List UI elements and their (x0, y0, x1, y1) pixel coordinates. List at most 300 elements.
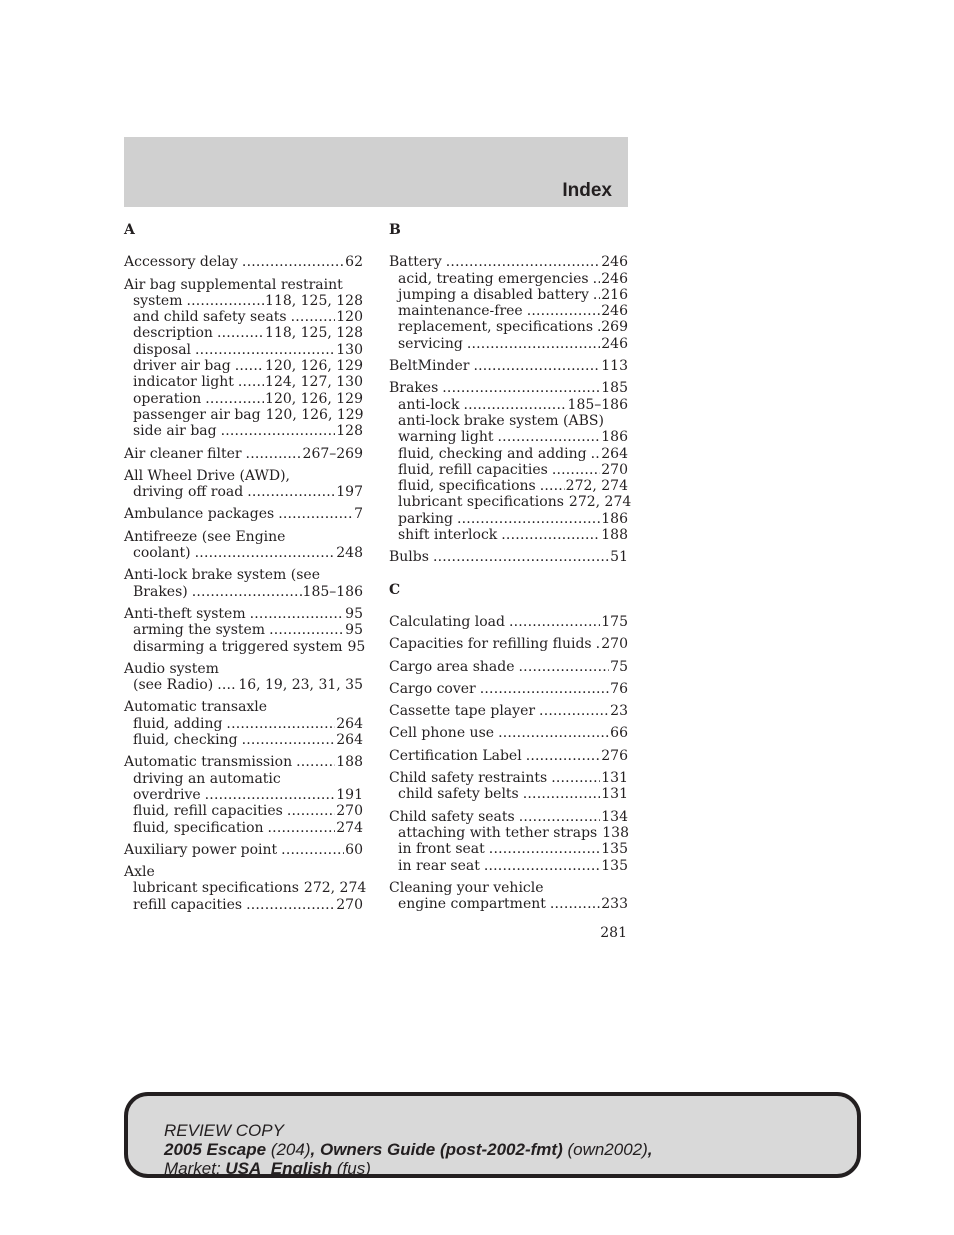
index-term-text: Cargo area shade (389, 658, 515, 675)
dot-leader (457, 511, 600, 527)
index-term-text: disarming a triggered system (133, 638, 343, 655)
index-subentry (389, 896, 628, 912)
index-subentry (124, 309, 363, 325)
dot-leader (221, 423, 336, 439)
index-entry (389, 703, 628, 719)
dot-leader (539, 703, 609, 719)
index-term-text: Air bag supplemental restraint (124, 276, 343, 293)
index-term (389, 549, 628, 565)
index-entry (389, 254, 628, 352)
index-term-text: Brakes (389, 380, 439, 397)
dot-leader (480, 681, 609, 697)
index-term (389, 681, 628, 697)
index-term (124, 606, 363, 622)
index-column-right (389, 222, 632, 918)
index-term (124, 529, 363, 545)
index-page-ref: 216 (601, 286, 628, 303)
index-subentry (124, 732, 363, 748)
dot-leader (205, 391, 264, 407)
index-page-ref: 272, 274 (568, 494, 632, 511)
dot-leader (247, 484, 335, 500)
index-page-ref: 270 (601, 636, 628, 653)
index-subentry (124, 325, 363, 341)
index-page-ref: 269 (601, 319, 628, 336)
index-page-ref: 75 (610, 658, 628, 675)
index-subentry (124, 787, 363, 803)
index-subentry (124, 677, 363, 693)
index-page-ref: 95 (345, 622, 363, 639)
footer-sep: , (647, 1140, 653, 1159)
footer-model-code: (204) (266, 1140, 311, 1159)
index-term-text: disposal (133, 341, 192, 358)
dot-leader (593, 271, 601, 287)
index-subentry (389, 287, 628, 303)
index-term-text: Anti-lock brake system (see (124, 567, 320, 584)
index-term-text: arming the system (133, 622, 266, 639)
dot-leader (217, 325, 264, 341)
index-entry (124, 842, 363, 858)
index-term-text: All Wheel Drive (AWD), (124, 467, 290, 484)
index-entry (124, 605, 366, 655)
index-entry (124, 661, 363, 694)
index-term-text: Child safety seats (389, 808, 515, 825)
index-term-text: Automatic transaxle (124, 699, 268, 716)
index-page-ref: 118, 125, 128 (265, 325, 363, 342)
index-entry (124, 754, 363, 835)
index-term-text: fluid, refill capacities (133, 803, 283, 820)
footer-guide: Owners Guide (post-2002-fmt) (319, 1140, 563, 1159)
index-term (389, 809, 628, 825)
index-page-ref: 272, 274 (565, 478, 628, 495)
index-subentry (124, 423, 363, 439)
index-page-ref: 270 (336, 896, 363, 913)
index-term-text: Anti-theft system (124, 605, 246, 622)
index-subentry (389, 303, 628, 319)
index-term-text: Calculating load (389, 613, 505, 630)
index-page-ref: 267–269 (302, 445, 363, 462)
index-page-ref: 76 (610, 680, 628, 697)
index-subentry (389, 858, 628, 874)
index-title: Index (562, 180, 612, 201)
index-term (124, 468, 363, 484)
section-letter-c: C (389, 581, 401, 598)
index-term (124, 506, 363, 522)
dot-leader (591, 446, 601, 462)
index-entry (389, 809, 628, 874)
section-letter-a: A (124, 222, 135, 238)
index-header-bar (124, 137, 628, 207)
dot-leader (278, 506, 353, 522)
index-term (389, 880, 628, 896)
dot-leader (186, 293, 264, 309)
index-entry (389, 725, 628, 741)
dot-leader (250, 606, 345, 622)
index-term-text: lubricant specifications (398, 494, 564, 511)
index-term-text: Bulbs (389, 549, 429, 566)
index-subentry (124, 293, 363, 309)
footer-model: 2005 Escape (164, 1140, 267, 1159)
dot-leader (446, 254, 600, 270)
index-subentry (124, 407, 363, 423)
index-page-ref: 23 (610, 703, 628, 720)
dot-leader (498, 725, 609, 741)
dot-leader (527, 303, 601, 319)
dot-leader (509, 614, 600, 630)
index-page-ref: 270 (601, 461, 628, 478)
index-subentry (389, 527, 628, 543)
index-entry (124, 254, 363, 270)
index-page-ref: 272, 274 (303, 880, 367, 897)
dot-leader (540, 478, 565, 494)
index-term-text: fluid, adding (133, 715, 223, 732)
dot-leader (552, 462, 600, 478)
index-page-ref: 246 (601, 335, 628, 352)
index-term-text: driving off road (133, 484, 244, 501)
dot-leader (597, 319, 600, 335)
index-term-text: fluid, specification (133, 819, 264, 836)
index-term-text: (see Radio) (133, 677, 214, 694)
index-term-text: Cassette tape player (389, 703, 536, 720)
dot-leader (442, 380, 600, 396)
index-subentry (124, 820, 363, 836)
index-term (124, 254, 363, 270)
index-page-ref: 95 (345, 605, 363, 622)
index-term-text: Cargo cover (389, 680, 476, 697)
index-subentry (389, 825, 628, 841)
index-term-text: Cell phone use (389, 725, 495, 742)
index-subentry (124, 622, 363, 638)
index-page-ref: 233 (601, 896, 628, 913)
index-subentry (389, 319, 628, 335)
dot-leader (523, 786, 601, 802)
index-term-text: overdrive (133, 786, 201, 803)
footer-text (164, 1121, 653, 1178)
index-page-ref: 274 (336, 819, 363, 836)
index-term (389, 659, 628, 675)
index-term-text: servicing (398, 335, 463, 352)
index-page-ref: 248 (336, 545, 363, 562)
index-term-text: replacement, specifications (398, 319, 594, 336)
index-term-text: Automatic transmission (124, 754, 293, 771)
index-page-ref: 118, 125, 128 (265, 292, 363, 309)
index-term-text: child safety belts (398, 786, 519, 803)
index-subentry (124, 638, 366, 655)
dot-leader (526, 748, 601, 764)
index-entry (124, 468, 363, 501)
footer-review-label: REVIEW COPY (164, 1121, 284, 1140)
dot-leader (217, 677, 237, 693)
index-page-ref: 246 (601, 303, 628, 320)
index-page-ref: 191 (336, 786, 363, 803)
dot-leader (519, 659, 610, 675)
index-term (124, 864, 363, 880)
index-subentry (389, 413, 628, 429)
index-entry (124, 506, 363, 522)
index-term-text: description (133, 325, 213, 342)
index-subentry (124, 484, 363, 500)
index-term-text: Child safety restraints (389, 770, 548, 787)
index-subentry (124, 716, 363, 732)
index-subentry (389, 397, 628, 413)
index-page-ref: 124, 127, 130 (265, 374, 363, 391)
index-subentry (389, 841, 628, 857)
index-page-ref: 51 (610, 549, 628, 566)
index-term-text: fluid, refill capacities (398, 461, 548, 478)
index-page-ref: 113 (601, 358, 628, 375)
index-entry (389, 681, 628, 697)
index-term-text: indicator light (133, 374, 234, 391)
index-entry (389, 636, 628, 652)
dot-leader (242, 732, 336, 748)
index-term-text: fluid, checking and adding (398, 445, 587, 462)
dot-leader (246, 446, 302, 462)
index-term-text: engine compartment (398, 896, 546, 913)
dot-leader (238, 374, 264, 390)
footer-market: USA_English (225, 1159, 333, 1178)
index-term-text: BeltMinder (389, 358, 470, 375)
dot-leader (246, 897, 335, 913)
index-subentry (124, 342, 363, 358)
dot-leader (192, 584, 302, 600)
index-subentry (389, 336, 628, 352)
index-term (124, 661, 363, 677)
dot-leader (473, 358, 600, 374)
index-term-text: Capacities for refilling fluids (389, 636, 592, 653)
index-subentry (124, 880, 367, 897)
index-page-ref: 135 (601, 841, 628, 858)
index-entry (389, 549, 628, 565)
index-page-ref: 264 (601, 445, 628, 462)
index-column-left (124, 222, 367, 919)
index-term (124, 699, 363, 715)
index-term-text: and child safety seats (133, 309, 287, 326)
index-term-text: lubricant specifications (133, 880, 299, 897)
index-page-ref: 185 (601, 380, 628, 397)
index-page-ref: 131 (601, 786, 628, 803)
index-term-text: Certification Label (389, 747, 522, 764)
index-subentry (124, 545, 363, 561)
index-term (389, 770, 628, 786)
index-subentry (124, 584, 363, 600)
index-term-text: anti-lock (398, 396, 460, 413)
index-page-ref: 186 (601, 429, 628, 446)
dot-leader (489, 841, 600, 857)
index-entry (124, 567, 363, 600)
index-subentry (389, 786, 628, 802)
index-term (389, 636, 628, 652)
index-page-ref: 135 (601, 857, 628, 874)
index-page-ref: 120, 126, 129 (265, 406, 364, 423)
index-page-ref: 128 (336, 423, 363, 440)
index-page-ref: 120, 126, 129 (265, 358, 363, 375)
index-term (389, 254, 628, 270)
index-subentry (389, 462, 628, 478)
index-term-text: driving an automatic (133, 770, 281, 787)
section-letter-b: B (389, 222, 401, 238)
footer-guide-code: (own2002) (562, 1140, 648, 1159)
dot-leader (205, 787, 336, 803)
dot-leader (281, 842, 344, 858)
index-entry (124, 446, 363, 462)
dot-leader (269, 622, 344, 638)
index-term (389, 703, 628, 719)
dot-leader (291, 309, 336, 325)
index-page-ref: 188 (601, 527, 628, 544)
index-term (124, 567, 363, 583)
index-term-text: passenger air bag (133, 406, 261, 423)
index-page-ref: 188 (336, 754, 363, 771)
index-term-text: coolant) (133, 545, 191, 562)
index-term-text: Axle (124, 864, 155, 881)
index-entry (124, 864, 367, 913)
index-page-ref: 95 (347, 638, 366, 655)
index-list-a (124, 254, 367, 913)
index-term-text: parking (398, 510, 453, 527)
index-term (389, 358, 628, 374)
index-term (124, 446, 363, 462)
dot-leader (596, 636, 601, 652)
index-subentry (389, 478, 628, 494)
dot-leader (195, 545, 336, 561)
index-entry (389, 748, 628, 764)
index-term-text: Auxiliary power point (124, 841, 278, 858)
index-entry (124, 529, 363, 562)
index-term (389, 748, 628, 764)
index-term (389, 614, 628, 630)
index-term (389, 725, 628, 741)
index-entry (389, 380, 632, 544)
index-term-text: fluid, checking (133, 732, 238, 749)
footer-sep: , (310, 1140, 320, 1159)
dot-leader (296, 754, 335, 770)
index-term-text: Accessory delay (124, 254, 238, 271)
index-page-ref: 264 (336, 715, 363, 732)
index-entry (389, 358, 628, 374)
index-list-b (389, 254, 632, 566)
index-term-text: Battery (389, 254, 442, 271)
index-subentry (389, 271, 628, 287)
index-subentry (124, 358, 363, 374)
index-page-ref: 66 (610, 725, 628, 742)
index-page-ref: 276 (601, 747, 628, 764)
index-subentry (389, 446, 628, 462)
index-term-text: Cleaning your vehicle (389, 879, 544, 896)
index-page-ref: 130 (336, 341, 363, 358)
review-copy-footer (124, 1092, 861, 1178)
dot-leader (226, 716, 335, 732)
index-term (124, 754, 363, 770)
dot-leader (593, 287, 600, 303)
index-term-text: refill capacities (133, 896, 243, 913)
index-term-text: acid, treating emergencies (398, 270, 589, 287)
index-term-text: fluid, specifications (398, 478, 536, 495)
index-page-ref: 185–186 (302, 583, 363, 600)
index-subentry (389, 511, 628, 527)
index-page-ref: 134 (601, 808, 628, 825)
index-subentry (124, 803, 363, 819)
index-term-text: warning light (398, 429, 494, 446)
dot-leader (463, 397, 566, 413)
index-subentry (124, 897, 363, 913)
dot-leader (519, 809, 601, 825)
index-page-ref: 186 (601, 510, 628, 527)
dot-leader (242, 254, 344, 270)
index-term (389, 380, 628, 396)
index-subentry (124, 374, 363, 390)
dot-leader (268, 820, 336, 836)
index-entry (389, 880, 628, 913)
index-entry (124, 277, 363, 440)
index-term-text: anti-lock brake system (ABS) (398, 412, 604, 429)
page-number: 281 (600, 925, 627, 941)
index-page-ref: 60 (345, 841, 363, 858)
index-page-ref: 270 (336, 803, 363, 820)
footer-market-label: Market: (164, 1159, 226, 1178)
index-term-text: in front seat (398, 841, 485, 858)
index-page-ref: 197 (336, 484, 363, 501)
index-term-text: Air cleaner filter (124, 445, 242, 462)
index-page-ref: 246 (601, 270, 628, 287)
dot-leader (235, 358, 264, 374)
index-page-ref: 264 (336, 732, 363, 749)
index-term-text: Antifreeze (see Engine (124, 528, 286, 545)
dot-leader (287, 803, 335, 819)
index-term-text: driver air bag (133, 358, 231, 375)
index-page-ref: 175 (601, 613, 628, 630)
index-term-text: in rear seat (398, 857, 480, 874)
index-term-text: operation (133, 390, 202, 407)
index-term-text: Ambulance packages (124, 506, 275, 523)
index-page-ref: 131 (601, 770, 628, 787)
index-entry (124, 699, 363, 748)
index-page-ref: 246 (601, 254, 628, 271)
index-subentry (389, 429, 628, 445)
dot-leader (195, 342, 335, 358)
index-page-ref: 185–186 (567, 396, 628, 413)
index-term (124, 277, 363, 293)
index-term-text: Audio system (124, 660, 219, 677)
index-term-text: side air bag (133, 423, 217, 440)
index-entry (389, 614, 628, 630)
index-term-text: system (133, 292, 183, 309)
index-term-text: maintenance-free (398, 303, 523, 320)
index-term-text: Brakes) (133, 583, 188, 600)
index-subentry (124, 771, 363, 787)
index-page-ref: 120, 126, 129 (265, 390, 363, 407)
index-term-text: shift interlock (398, 527, 498, 544)
index-page-ref: 16, 19, 23, 31, 35 (238, 677, 363, 694)
dot-leader (551, 770, 600, 786)
index-entry (389, 770, 628, 803)
index-term-text: attaching with tether straps (398, 824, 598, 841)
index-entry (389, 659, 628, 675)
index-page-ref: 120 (336, 309, 363, 326)
index-page-ref: 7 (354, 506, 363, 523)
dot-leader (433, 549, 609, 565)
dot-leader (501, 527, 600, 543)
index-subentry (124, 391, 363, 407)
index-page-ref: 138 (602, 824, 629, 841)
dot-leader (498, 429, 601, 445)
index-term-text: jumping a disabled battery (398, 286, 589, 303)
dot-leader (467, 336, 600, 352)
dot-leader (550, 896, 600, 912)
index-page-ref: 62 (345, 254, 363, 271)
index-subentry (389, 494, 632, 511)
index-list-c (389, 614, 628, 912)
index-term (124, 842, 363, 858)
dot-leader (484, 858, 600, 874)
